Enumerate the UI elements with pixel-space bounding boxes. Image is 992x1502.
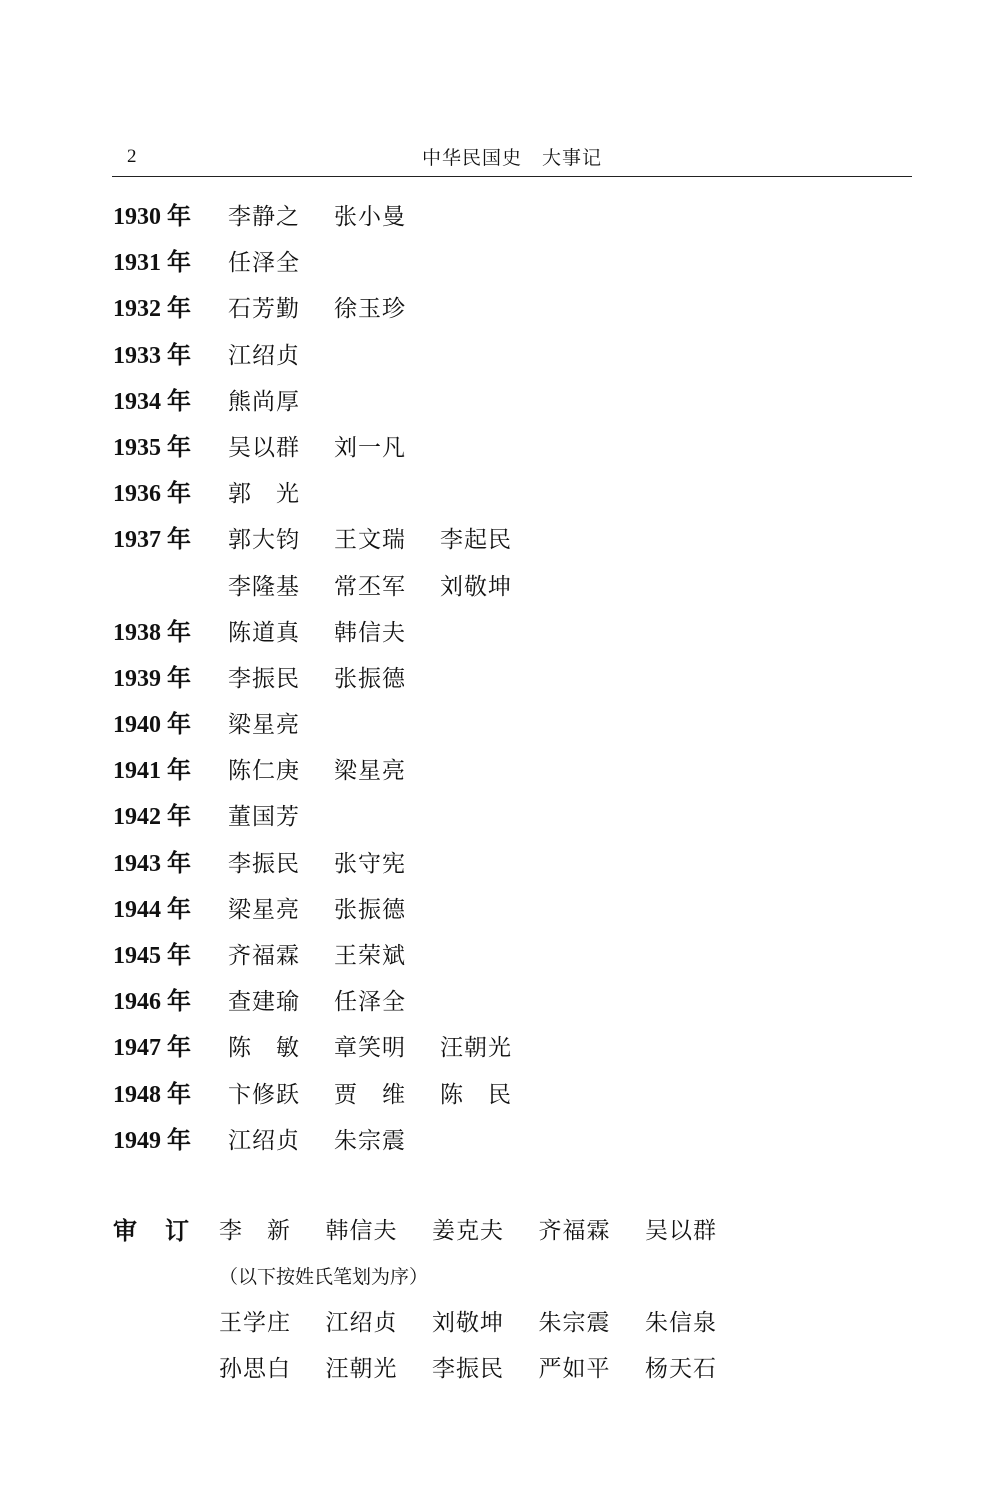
running-title: 中华民国史 大事记: [422, 147, 603, 169]
entry-name: 陈 敏: [228, 1035, 300, 1062]
entry-year: 1949 年: [113, 1127, 191, 1154]
entry-name: 李隆基: [228, 573, 300, 600]
year-entry-row: [113, 286, 893, 332]
review-row: [219, 1346, 752, 1392]
year-entry-row: [113, 517, 893, 563]
entry-name: 李起民: [440, 527, 512, 554]
year-entry-row: [113, 333, 893, 379]
entry-year: 1941 年: [113, 758, 191, 785]
entry-year: 1945 年: [113, 943, 191, 969]
entry-names: [228, 887, 440, 935]
entry-name: 查建瑜: [228, 989, 300, 1016]
year-entry-row: [113, 379, 893, 425]
entry-year: 1939 年: [113, 665, 191, 692]
reviewer-name: 刘敬坤: [432, 1310, 504, 1336]
entry-names: [228, 471, 334, 519]
entry-name: 王文瑞: [334, 527, 406, 554]
entry-year: 1944 年: [113, 896, 191, 923]
year-entry-row: [113, 841, 893, 887]
review-row: [219, 1300, 752, 1346]
entry-name: 张守宪: [334, 850, 406, 877]
entry-year: 1937 年: [113, 527, 191, 554]
entry-name: 石芳勤: [228, 296, 300, 323]
review-rows: [219, 1300, 752, 1392]
year-entry-row: [113, 240, 893, 286]
entry-name: 朱宗震: [334, 1127, 406, 1154]
entry-names: [228, 702, 334, 750]
entry-names: [228, 425, 440, 473]
entry-names: [228, 1118, 440, 1166]
reviewer-name: 汪朝光: [325, 1356, 398, 1382]
header-rule: [112, 176, 912, 177]
entry-name: 贾 维: [334, 1081, 406, 1108]
entry-name: 江绍贞: [228, 342, 300, 369]
entry-name: 陈道真: [228, 619, 300, 646]
year-entry-row: [113, 610, 893, 656]
entry-name: 梁星亮: [334, 758, 406, 785]
entry-name: 李振民: [228, 850, 300, 877]
entry-names: [228, 333, 334, 381]
reviewer-name: 吴以群: [645, 1218, 717, 1244]
year-entry-row: [113, 194, 893, 240]
entry-names: [228, 933, 440, 981]
reviewer-name: 杨天石: [645, 1356, 717, 1382]
year-entry-row: [113, 887, 893, 933]
entry-name: 李静之: [228, 204, 300, 230]
year-entry-list: [113, 194, 893, 1164]
entry-name: 张振德: [334, 896, 406, 923]
entry-year: 1940 年: [113, 712, 191, 739]
entry-name: 章笑明: [334, 1035, 406, 1062]
entry-year: 1942 年: [113, 804, 191, 831]
entry-name: 董国芳: [228, 804, 300, 831]
entry-names: [228, 610, 440, 658]
entry-names: [228, 194, 440, 242]
entry-year: 1943 年: [113, 850, 191, 877]
entry-name: 熊尚厚: [228, 388, 300, 415]
entry-year: 1931 年: [113, 250, 191, 277]
entry-name: 卞修跃: [228, 1081, 300, 1108]
entry-year: 1936 年: [113, 481, 191, 508]
reviewer-name: 韩信夫: [325, 1218, 398, 1244]
entry-name: 刘一凡: [334, 434, 406, 461]
reviewer-name: 姜克夫: [432, 1218, 504, 1244]
entry-name: 刘敬坤: [440, 573, 512, 600]
entry-names: [228, 748, 440, 796]
entry-year: 1933 年: [113, 342, 191, 369]
reviewer-name: 王学庄: [219, 1310, 291, 1336]
entry-name: 李振民: [228, 665, 300, 692]
entry-name: 陈 民: [440, 1081, 512, 1108]
entry-name: 梁星亮: [228, 712, 300, 739]
entry-name: 韩信夫: [334, 619, 406, 646]
entry-name: 张振德: [334, 665, 406, 692]
entry-names: [228, 1072, 546, 1120]
entry-name: 齐福霖: [228, 943, 300, 969]
reviewer-name: 江绍贞: [325, 1310, 398, 1336]
entry-name: 江绍贞: [228, 1127, 300, 1154]
year-entry-row: [113, 933, 893, 979]
review-label: 审订: [113, 1217, 217, 1245]
entry-year: 1946 年: [113, 989, 191, 1016]
entry-year: 1947 年: [113, 1035, 191, 1062]
entry-year: 1934 年: [113, 388, 191, 415]
year-entry-row: [113, 425, 893, 471]
entry-name: 常丕军: [334, 573, 406, 600]
year-entry-row: [113, 564, 893, 610]
entry-names: [228, 794, 334, 842]
entry-year: 1930 年: [113, 204, 191, 230]
entry-name: 任泽全: [228, 250, 300, 277]
review-note: （以下按姓氏笔划为序）: [219, 1266, 429, 1288]
year-entry-row: [113, 471, 893, 517]
entry-name: 陈仁庚: [228, 758, 300, 785]
reviewer-name: 李 新: [219, 1218, 291, 1244]
reviewer-name: 朱宗震: [538, 1310, 611, 1336]
entry-names: [228, 240, 334, 288]
entry-name: 任泽全: [334, 989, 406, 1016]
page-number: 2: [127, 146, 137, 167]
entry-name: 郭 光: [228, 481, 300, 508]
year-entry-row: [113, 748, 893, 794]
entry-names: [228, 379, 334, 427]
entry-name: 郭大钧: [228, 527, 300, 554]
entry-year: 1932 年: [113, 296, 191, 323]
reviewer-name: 孙思白: [219, 1356, 291, 1382]
reviewer-name: 严如平: [538, 1356, 611, 1382]
reviewer-name: 李振民: [432, 1356, 504, 1382]
entry-year: 1938 年: [113, 619, 191, 646]
entry-name: 梁星亮: [228, 896, 300, 923]
year-entry-row: [113, 702, 893, 748]
entry-name: 王荣斌: [334, 943, 406, 969]
entry-names: [228, 656, 440, 704]
entry-name: 吴以群: [228, 434, 300, 461]
review-body: [219, 1208, 752, 1392]
reviewer-name: 朱信泉: [645, 1310, 717, 1336]
year-entry-row: [113, 1118, 893, 1164]
year-entry-row: [113, 979, 893, 1025]
entry-names: [228, 841, 440, 889]
reviewer-name: 齐福霖: [538, 1218, 611, 1244]
entry-year: 1935 年: [113, 434, 191, 461]
entry-names: [228, 1025, 546, 1073]
entry-name: 张小曼: [334, 204, 406, 230]
entry-names: [228, 564, 546, 612]
entry-name: 徐玉珍: [334, 296, 406, 323]
review-primary-row: [219, 1208, 752, 1254]
year-entry-row: [113, 1072, 893, 1118]
entry-names: [228, 517, 546, 565]
year-entry-row: [113, 1025, 893, 1071]
entry-name: 汪朝光: [440, 1035, 512, 1062]
entry-names: [228, 286, 440, 334]
year-entry-row: [113, 656, 893, 702]
entry-names: [228, 979, 440, 1027]
year-entry-row: [113, 794, 893, 840]
entry-year: 1948 年: [113, 1081, 191, 1108]
